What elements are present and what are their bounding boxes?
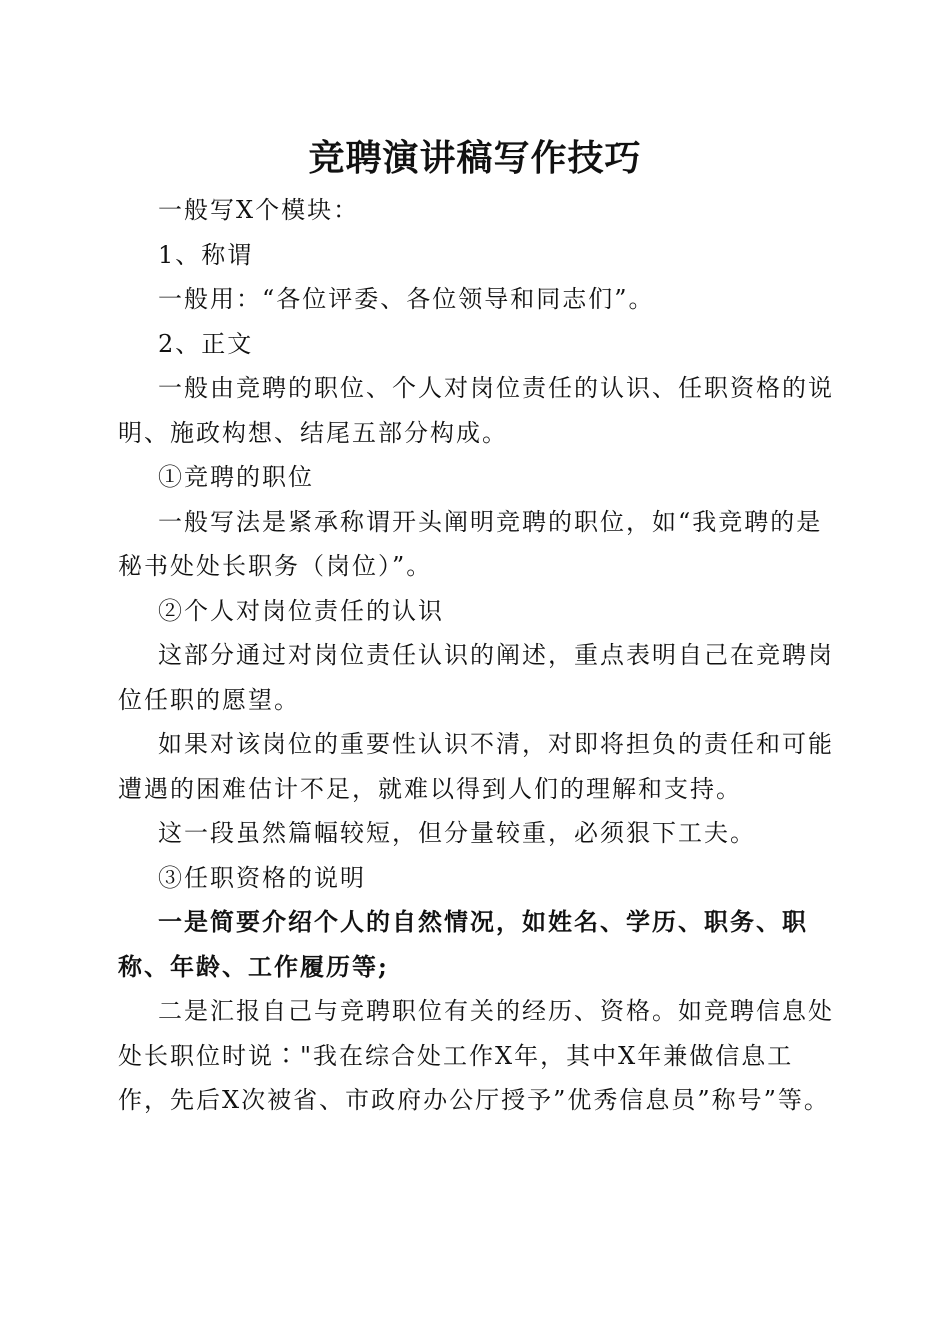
paragraph-personal-info: 一是简要介绍个人的自然情况，如姓名、学历、职务、职称、年龄、工作履历等; bbox=[118, 907, 808, 981]
heading-main-text: 2、正文 bbox=[158, 329, 254, 358]
paragraph-responsibility: 这部分通过对岗位责任认识的阐述，重点表明自己在竞聘岗位任职的愿望。 bbox=[118, 641, 834, 714]
paragraph-salutation: 一般用：“各位评委、各位领导和同志们”。 bbox=[158, 285, 655, 313]
paragraph-modules-intro: 一般写X个模块： bbox=[158, 196, 360, 224]
paragraph-position: 一般写法是紧承称谓开头阐明竞聘的职位，如“我竞聘的是秘书处处长职务（岗位）”。 bbox=[118, 507, 823, 580]
subheading-responsibility: ②个人对岗位责任的认识 bbox=[158, 596, 444, 625]
subheading-position: ①竞聘的职位 bbox=[158, 463, 314, 491]
paragraph-importance: 如果对该岗位的重要性认识不清，对即将担负的责任和可能遭遇的困难估计不足，就难以得到人们的理解和支持。 bbox=[118, 730, 834, 803]
paragraph-experience: 二是汇报自己与竞聘职位有关的经历、资格。如竞聘信息处处长职位时说∶"我在综合处工作X年，其中X年兼做信息工作，先后X次被省、市政府办公厅授予”优秀信息员”称号”等。 bbox=[118, 997, 834, 1114]
heading-salutation: 1、称谓 bbox=[158, 240, 254, 269]
document-title: 竞聘演讲稿写作技巧 bbox=[308, 137, 642, 179]
paragraph-main-text: 一般由竞聘的职位、个人对岗位责任的认识、任职资格的说明、施政构想、结尾五部分构成。 bbox=[118, 374, 834, 447]
subheading-qualifications: ③任职资格的说明 bbox=[158, 863, 366, 892]
paragraph-effort: 这一段虽然篇幅较短，但分量较重，必须狠下工夫。 bbox=[158, 819, 756, 847]
document-body bbox=[118, 188, 840, 1123]
